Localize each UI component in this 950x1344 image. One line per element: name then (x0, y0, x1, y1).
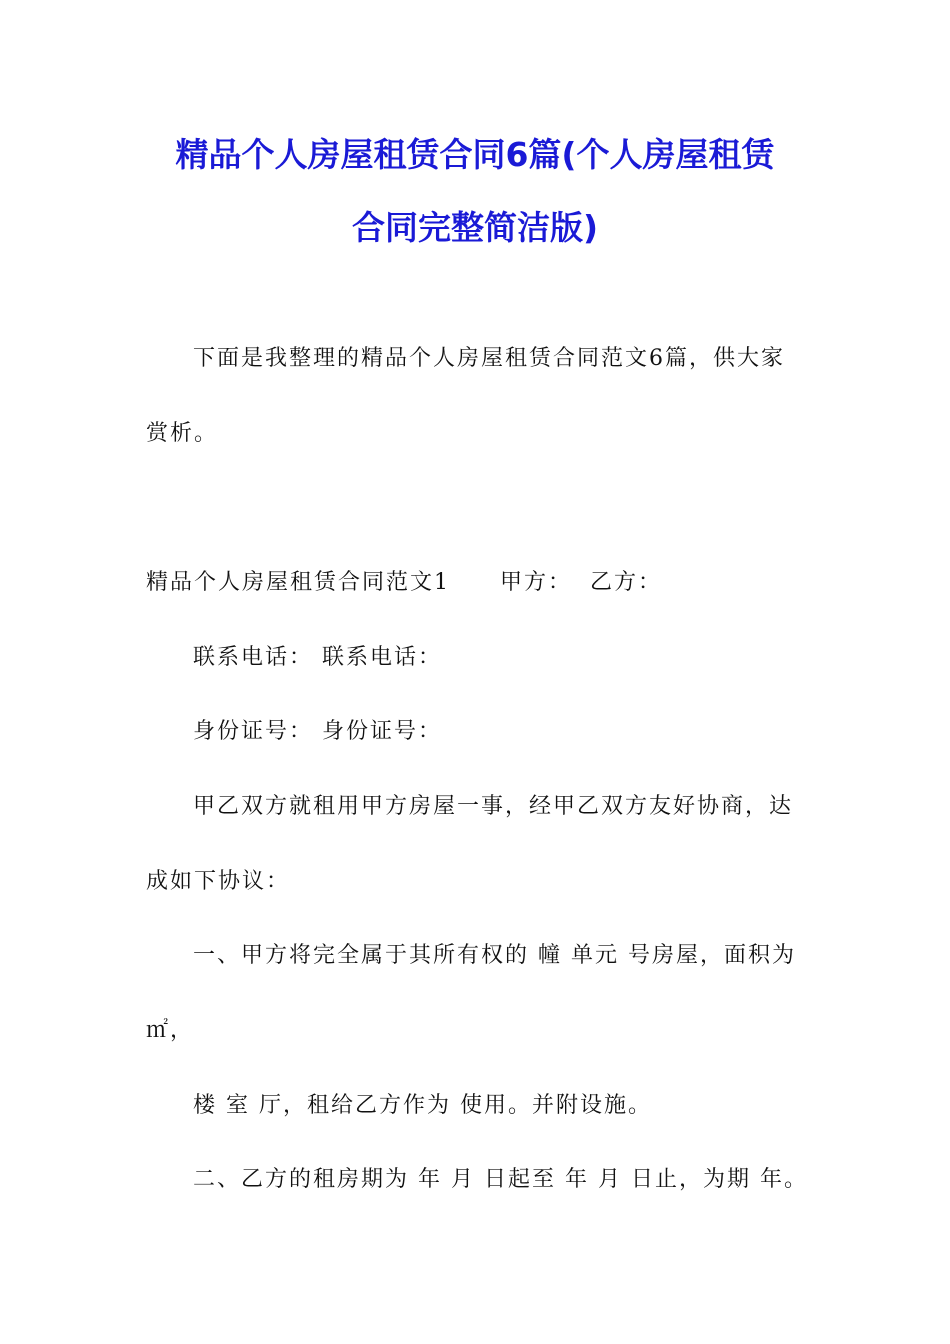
clause-2-line-1: 二、乙方的租房期为 年 月 日起至 年 月 日止，为期 年。 (193, 1167, 808, 1192)
party-b-label: 乙方： (590, 570, 663, 595)
intro-paragraph-line-1: 下面是我整理的精品个人房屋租赁合同范文6篇，供大家 (193, 346, 785, 371)
agreement-line-2: 成如下协议： (146, 869, 291, 894)
clause-1-line-1: 一、甲方将完全属于其所有权的 幢 单元 号房屋，面积为 (193, 943, 796, 968)
intro-paragraph-line-2: 赏析。 (146, 421, 219, 446)
clause-1-line-2: ㎡， (146, 1018, 195, 1043)
clause-1-line-3: 楼 室 厅，租给乙方作为 使用。并附设施。 (193, 1093, 652, 1118)
phone-line: 联系电话： 联系电话： (193, 645, 442, 670)
document-title-line-1: 精品个人房屋租赁合同6篇(个人房屋租赁 (175, 135, 775, 174)
party-a-label: 甲方： (500, 570, 573, 595)
agreement-line-1: 甲乙双方就租用甲方房屋一事，经甲乙双方友好协商，达 (193, 794, 794, 819)
document-title-line-2: 合同完整简洁版) (351, 208, 599, 247)
section-heading-row (146, 568, 662, 598)
id-number-line: 身份证号： 身份证号： (193, 719, 442, 744)
section-heading: 精品个人房屋租赁合同范文1 (146, 570, 450, 595)
